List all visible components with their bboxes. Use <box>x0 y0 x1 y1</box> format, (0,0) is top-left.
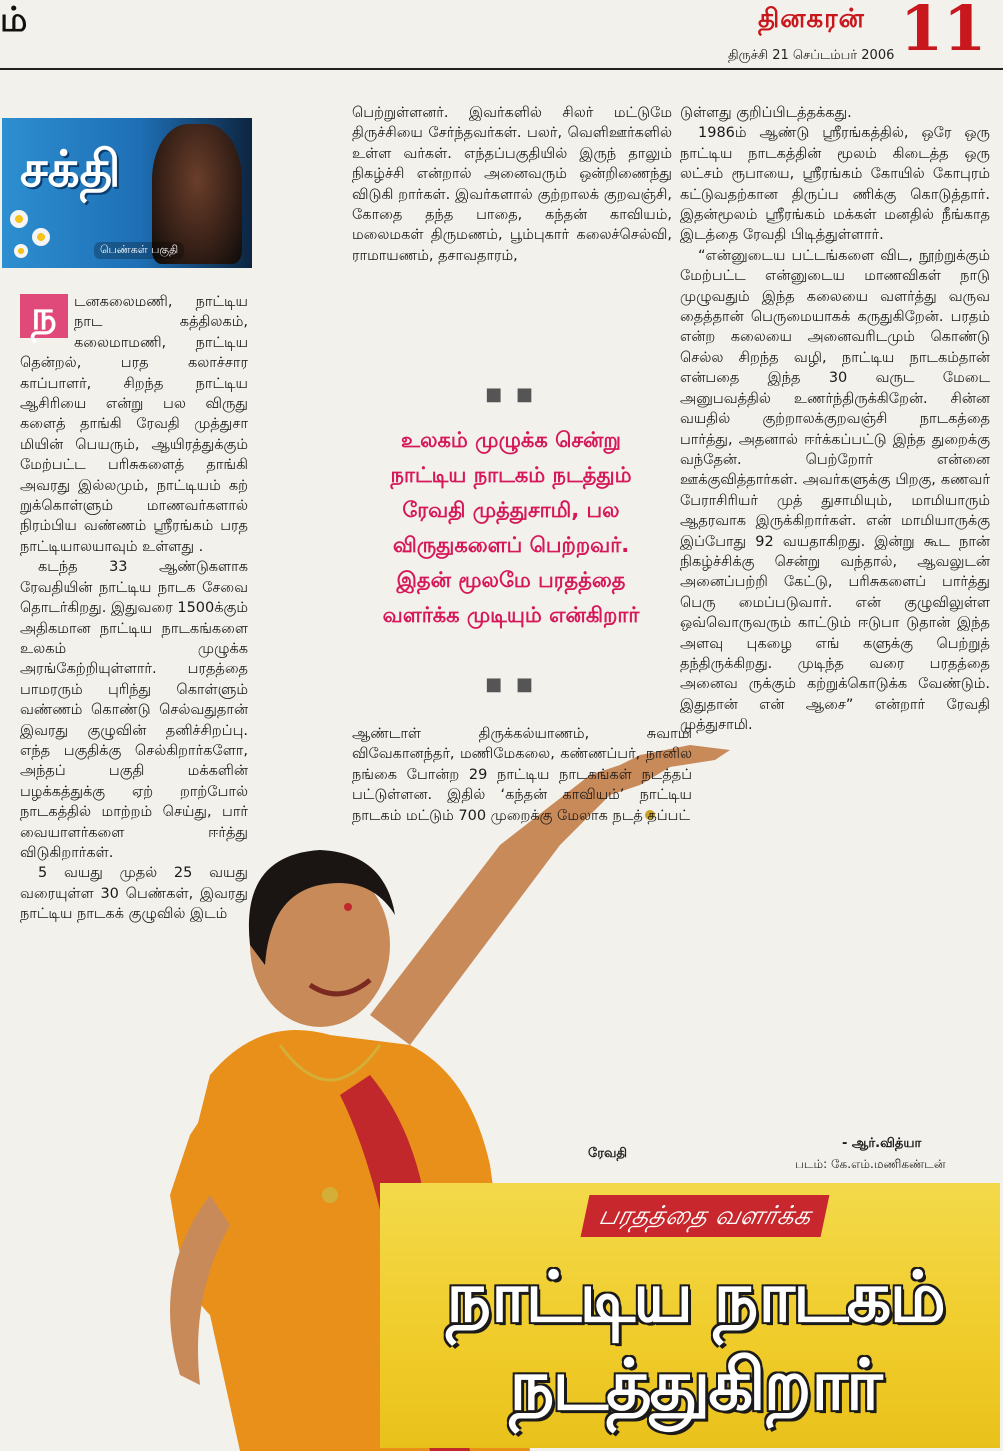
flower-icon <box>14 244 28 258</box>
headline-kicker: பரதத்தை வளர்க்க <box>581 1195 830 1237</box>
article-column-3 <box>680 103 990 736</box>
article-paragraph: டுள்ளது குறிப்பிடத்தக்கது. <box>680 105 852 121</box>
page-number: 11 <box>900 0 987 65</box>
article-column-1 <box>20 292 248 925</box>
section-banner <box>2 118 252 268</box>
pull-quote-line: நாட்டிய நாடகம் நடத்தும் <box>390 463 632 487</box>
section-title: சக்தி <box>20 140 121 198</box>
pull-quote-line: ரேவதி முத்துசாமி, பல <box>402 498 620 522</box>
pull-quote-marks-top: ■ ■ <box>485 384 537 405</box>
pull-quote <box>352 384 670 695</box>
byline: - ஆர்.வித்யா <box>842 1136 922 1151</box>
edge-glyph: ம் <box>0 0 28 40</box>
article-column-2-top <box>352 103 672 266</box>
pull-quote-marks-bottom: ■ ■ <box>485 674 537 695</box>
article-paragraph: ஆண்டாள் திருக்கல்யாணம், சுவாமி விவேகானந்தர், மணிமேகலை, கண்ணப்பர், நானில நங்கை போன்ற 29 நாட்டிய நாடகங்கள் நடத்தப் பட்டுள்ளன. இதில் ‘கந்தன் காவியம்’ நாட்டிய நாடகம் மட்டும் 700 முறைக்கு மேலாக நடத் தப்பட் <box>352 726 692 824</box>
article-paragraph: டனகலைமணி, நாட்டிய நாட கத்திலகம், கலைமாமணி, நாட்டிய தென்றல், பரத கலாச்சார காப்பாளர், சிறந்த நாட்டிய ஆசிரியை என்று பல விருது களைத் தாங்கி ரேவதி முத்துசா மியின் பெயரும், ஆயிரத்துக்கும் மேற்பட்ட பரிசுகளைத் தாங்கி அவரது இல்லமும், நாட்டியம் கற் றுக்கொள்ளும் மாணவர்களால் நிரம்பிய வண்ணம் ஸ்ரீரங்கம் பரத நாட்டியாலயாவும் உள்ளது . <box>20 294 248 555</box>
newspaper-name: தினகரன் <box>758 4 865 34</box>
pull-quote-line: உலகம் முழுக்க சென்று <box>401 428 621 452</box>
headline-line-1: நாட்டிய நாடகம் <box>446 1256 944 1338</box>
masthead-rule <box>0 68 1003 70</box>
section-subtitle: பெண்கள் பகுதி <box>94 242 184 259</box>
article-paragraph: 5 வயது முதல் 25 வயது வரையுள்ள 30 பெண்கள், இவரது நாட்டிய நாடகக் குழுவில் இடம் <box>20 865 248 923</box>
article-paragraph: 1986ம் ஆண்டு ஸ்ரீரங்கத்தில், ஒரே ஒரு நாட்டிய நாடகத்தின் மூலம் கிடைத்த ஒரு லட்சம் ரூபாயை, ஸ்ரீரங்கம் கோயில் கோபுரம் கட்டுவதற்கான திருப்ப ணிக்கு கொடுத்தார். இதன்மூலம் ஸ்ரீரங்கம் மக்கள் மனதில் நீங்காத இடத்தை ரேவதி பிடித்துள்ளார். <box>680 125 990 244</box>
pendant-icon <box>322 1187 338 1203</box>
flower-icon <box>32 228 50 246</box>
flower-icon <box>10 210 28 228</box>
pull-quote-text <box>352 423 670 633</box>
headline-line-2: நடத்துகிறார் <box>509 1344 881 1426</box>
bindi-icon <box>344 903 352 911</box>
article-paragraph: “என்னுடைய பட்டங்களை விட, நூற்றுக்கும் மேற்பட்ட என்னுடைய மாணவிகள் நாடு முழுவதும் இந்த கலையை வளர்த்து வருவ தைத்தான் பெருமையாகக் கருதுகிறேன். பரதம் என்ற கலையை அனைவரிடமும் கொண்டு செல்ல சிறந்த வழி, நாட்டிய நாடகம்தான் என்பதை இந்த 30 வருட மேடை அனுபவத்தில் உணர்ந்திருக்கிறேன். சின்ன வயதில் குற்றாலக்குறவஞ்சி நாடகத்தை பார்த்து, அதனால் ஈர்க்கப்பட்டு இந்த துறைக்கு வந்தேன். பெற்றோர் என்னை ஊக்குவித்தார்கள். அவர்களுக்கு பிறகு, கணவர் பேராசிரியர் முத் துசாமியும், மாமியாரும் ஆதரவாக இருக்கிறார்கள். என் மாமியாருக்கு இப்போது 92 வயதாகிறது. இன்று கூட நான் நிகழ்ச்சிக்கு சென்று வந்தால், ஆவலுடன் அனைப்பற்றி கேட்டு, பரிசுகளைப் பார்த்து பெரு மைப்படுவார். என் குழுவிலுள்ள ஒவ்வொருவரும் காட்டும் ஈடுபா டுதான் இந்த அளவு புகழை எங் களுக்கு பெற்றுத் தந்திருக்கிறது. முடிந்த வரை பரதத்தை அனைவ ருக்கும் கற்றுக்கொடுக்க வேண்டும். இதுதான் என் ஆசை” என்றார் ரேவதி முத்துசாமி. <box>680 247 990 734</box>
photo-credit: படம்: கே.எம்.மணிகண்டன் <box>795 1157 946 1171</box>
article-paragraph: பெற்றுள்ளனர். இவர்களில் சிலர் மட்டுமே திருச்சியை சேர்ந்தவர்கள். பலர், வெளிஊர்களில் உள்ள வர்கள். எந்தப்பகுதியில் இருந் தாலும் நிகழ்ச்சி என்றால் அனைவரும் ஒன்றிணைந்து விடுகி றார்கள். இவர்களால் குற்றாலக் குறவஞ்சி, கோதை தந்த பாதை, கந்தன் காவியம், மலைமகள் திருமணம், பூம்புகார் கலைச்செல்வி, ராமாயணம், தசாவதாரம், <box>352 105 672 264</box>
article-column-2-bottom <box>352 724 692 826</box>
headline-box <box>380 1183 1000 1448</box>
pull-quote-line: இதன் மூலமே பரதத்தை <box>396 568 626 592</box>
drop-cap: ந <box>20 294 68 338</box>
pull-quote-line: விருதுகளைப் பெற்றவர். <box>392 533 630 557</box>
article-paragraph: கடந்த 33 ஆண்டுகளாக ரேவதியின் நாட்டிய நாடக சேவை தொடர்கிறது. இதுவரை 1500க்கும் அதிகமான நாட்டிய நாடகங்களை உலகம் முழுக்க அரங்கேற்றியுள்ளார். பரதத்தை பாமரரும் புரிந்து கொள்ளும் வண்ணம் கொண்டு செல்வதுதான் இவரது குழுவின் தனிச்சிறப்பு. எந்த பகுதிக்கு செல்கிறார்களோ, அந்தப் பகுதி மக்களின் பழக்கத்துக்கு ஏற் றாற்போல் நாடகத்தில் மாற்றம் செய்து, பார் வையாளர்களை ஈர்த்து விடுகிறார்கள். <box>20 559 248 861</box>
photo-caption: ரேவதி <box>588 1146 628 1161</box>
headline <box>410 1253 980 1429</box>
pull-quote-line: வளர்க்க முடியும் என்கிறார் <box>382 603 640 627</box>
dateline: திருச்சி 21 செப்டம்பர் 2006 <box>728 48 895 63</box>
previous-page-edge <box>0 0 28 40</box>
